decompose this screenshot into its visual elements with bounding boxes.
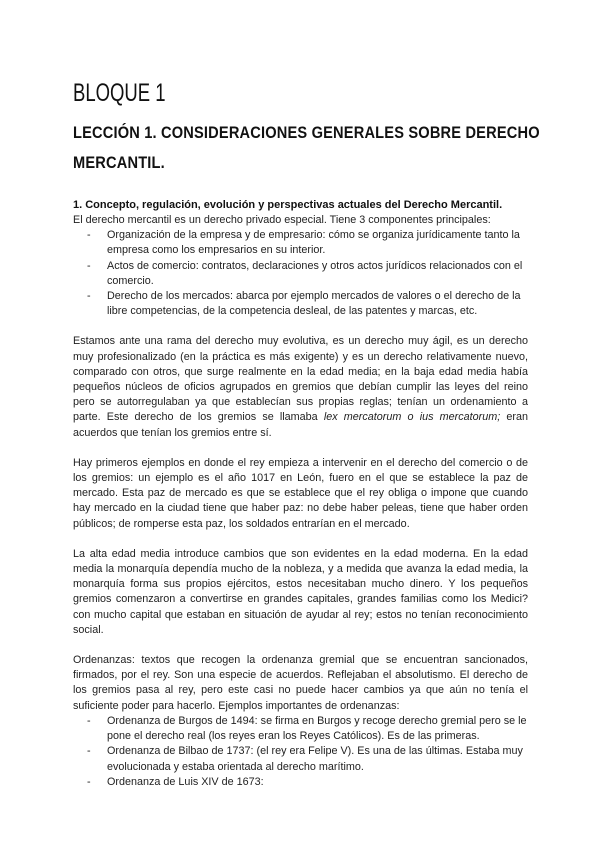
paragraph-paz-de-mercado: Hay primeros ejemplos en donde el rey empieza a intervenir en el derecho del comercio o de los gremios: un ejemplo es el año 1017 en León, fuero en el que se establece la paz de mercado. Esta paz de mercado es que se establece que el rey obliga o impone que cuando hay mercado en la ciudad tiene que haber paz: no debe haber peleas, tiene que haber orden públicos; de romperse esta paz, los soldados entrarían en el mercado. [73,456,528,530]
components-list [73,228,528,319]
paragraph-ordenanzas: Ordenanzas: textos que recogen la ordenanza gremial que se encuentran sancionados, firmados, por el rey. Son una especie de acuerdos. Reflejaban el absolutismo. El derecho de los gremios pasa al rey, pero este casi no puede hacer cambios ya que aún no tenía el suficiente poder para hacerlo. Ejemplos importantes de ordenanzas: [73,654,528,712]
list-item: - Actos de comercio: contratos, declaraciones y otros actos jurídicos relacionados con el comercio. [107,259,528,289]
leccion-heading-line-2: MERCANTIL. [73,153,165,172]
leccion-heading-line-1: LECCIÓN 1. CONSIDERACIONES GENERALES SOBRE DERECHO [73,123,540,142]
lex-mercatorum-term: lex mercatorum o ius mercatorum; [323,411,501,424]
list-item: - Ordenanza de Luis XIV de 1673: [107,775,528,790]
paragraph-alta-edad-media: La alta edad media introduce cambios que son evidentes en la edad moderna. En la edad media la monarquía dependía mucho de la nobleza, y a medida que avanza la edad media, la monarquía forma sus propios ejércitos, estos necesitaban mucho dinero. Y los pequeños gremios comenzaron a convertirse en grandes capitales, grandes familias como los Medici? con mucho capital que estaban en situación de ayudar al rey; estos no tenían reconocimiento social. [73,547,528,636]
list-item: - Ordenanza de Bilbao de 1737: (el rey era Felipe V). Es una de las últimas. Estaba muy evolucionada y estaba orientada al derecho marítimo. [107,744,528,774]
section-title: 1. Concepto, regulación, evolución y perspectivas actuales del Derecho Mercantil. [73,199,503,211]
paragraph-gap [73,319,528,334]
paragraph-gap [73,532,528,547]
list-item: - Ordenanza de Burgos de 1494: se firma en Burgos y recoge derecho gremial pero se le pone el derecho real (los reyes eran los Reyes Católicos). Es de las primeras. [107,714,528,744]
list-item: - Derecho de los mercados: abarca por ejemplo mercados de valores o el derecho de la libre competencias, de la competencia desleal, de las patentes y marcas, etc. [107,289,528,319]
paragraph-evolution-text: Estamos ante una rama del derecho muy evolutiva, es un derecho muy ágil, es un derecho muy profesionalizado (en la práctica es más exigente) y es un derecho relativamente nuevo, comparado con otros, que surge realmente en la edad media; en la baja edad media había pequeños núcleos de oficios agrupados en gremios que debían cumplir las leyes del reino pero se autorregulaban ya que establecían sus propias reglas; tenían un ordenamiento a parte. Este derecho de los gremios se llamaba [73,335,528,424]
section-intro: El derecho mercantil es un derecho privado especial. Tiene 3 componentes principales: [73,214,491,226]
list-item: - Organización de la empresa y de empresario: cómo se organiza jurídicamente tanto la empresa como los empresarios en su interior. [107,228,528,258]
paragraph-gap [73,638,528,653]
ordenanzas-list [73,714,528,790]
document-content [73,78,540,790]
paragraph-evolution-end: eran acuerdos que tenían los gremios entre sí. [73,411,528,439]
paragraph-gap [73,441,528,456]
leccion-heading [73,118,540,178]
paragraph-evolution [73,334,528,440]
bloque-heading: BLOQUE 1 [73,79,166,107]
